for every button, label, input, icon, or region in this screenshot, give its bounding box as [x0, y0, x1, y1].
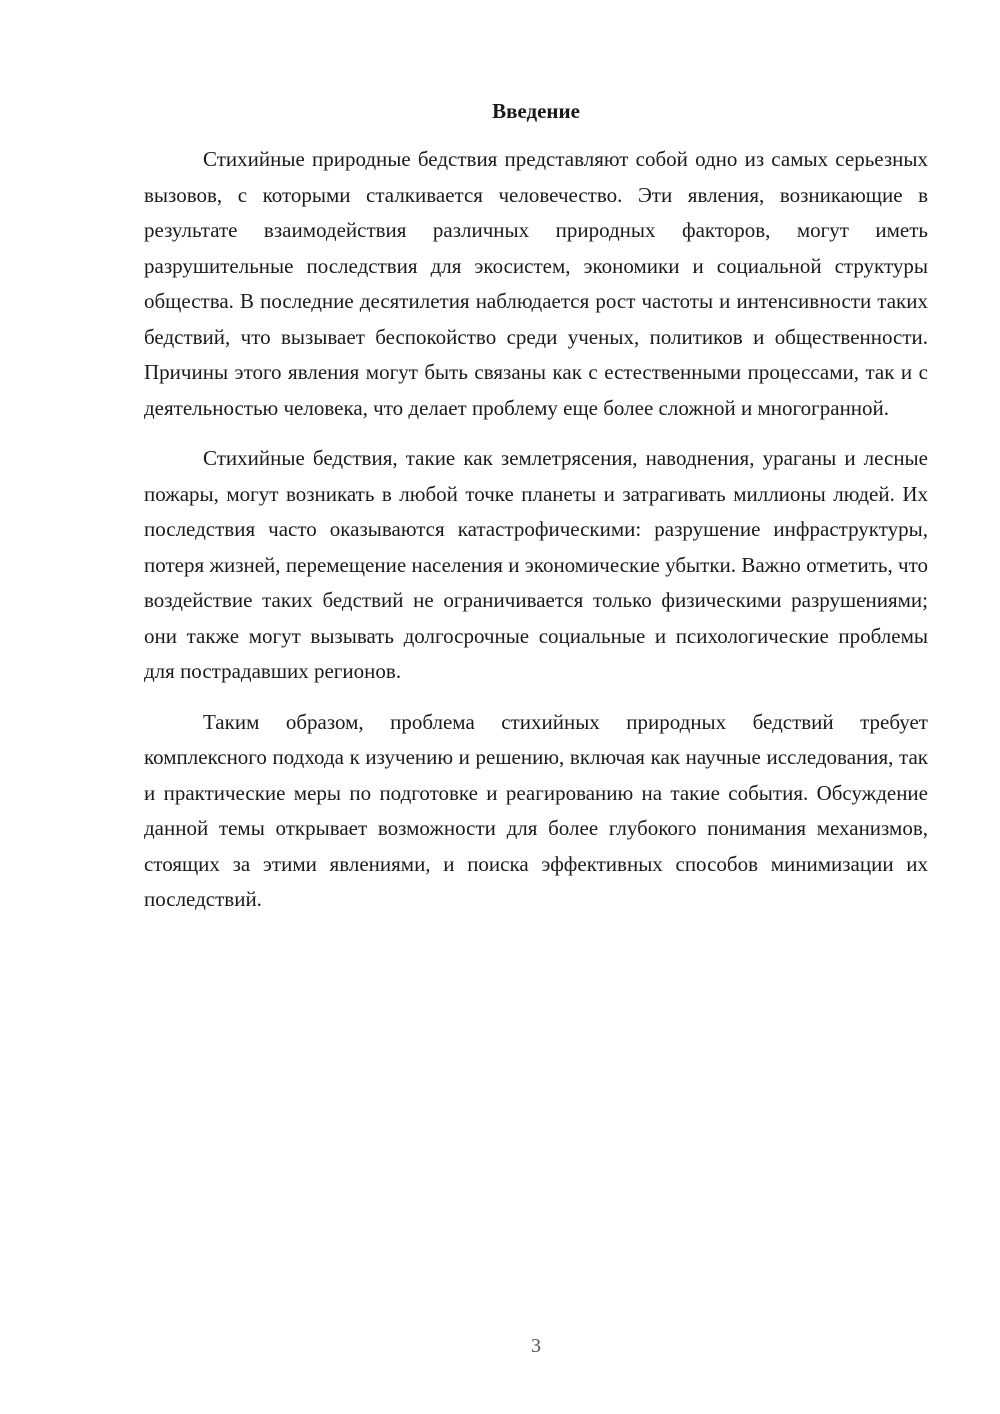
section-heading: Введение	[492, 99, 580, 123]
body-text	[144, 142, 928, 933]
paragraph-1: Стихийные природные бедствия представляют собой одно из самых серьезных вызовов, с которыми сталкивается человечество. Эти явления, возникающие в результате взаимодействия различных природных факторов, могут иметь разрушительные последствия для экосистем, экономики и социальной структуры общества. В последние десятилетия наблюдается рост частоты и интенсивности таких бедствий, что вызывает беспокойство среди ученых, политиков и общественности. Причины этого явления могут быть связаны как с естественными процессами, так и с деятельностью человека, что делает проблему еще более сложной и многогранной.	[144, 147, 928, 420]
paragraph-2: Стихийные бедствия, такие как землетрясения, наводнения, ураганы и лесные пожары, могут возникать в любой точке планеты и затрагивать миллионы людей. Их последствия часто оказываются катастрофическими: разрушение инфраструктуры, потеря жизней, перемещение населения и экономические убытки. Важно отметить, что воздействие таких бедствий не ограничивается только физическими разрушениями; они также могут вызывать долгосрочные социальные и психологические проблемы для пострадавших регионов.	[144, 446, 928, 683]
paragraph-3: Таким образом, проблема стихийных природных бедствий требует комплексного подхода к изучению и решению, включая как научные исследования, так и практические меры по подготовке и реагированию на такие события. Обсуждение данной темы открывает возможности для более глубокого понимания механизмов, стоящих за этими явлениями, и поиска эффективных способов минимизации их последствий.	[144, 709, 928, 911]
page-number: 3	[531, 1335, 541, 1357]
